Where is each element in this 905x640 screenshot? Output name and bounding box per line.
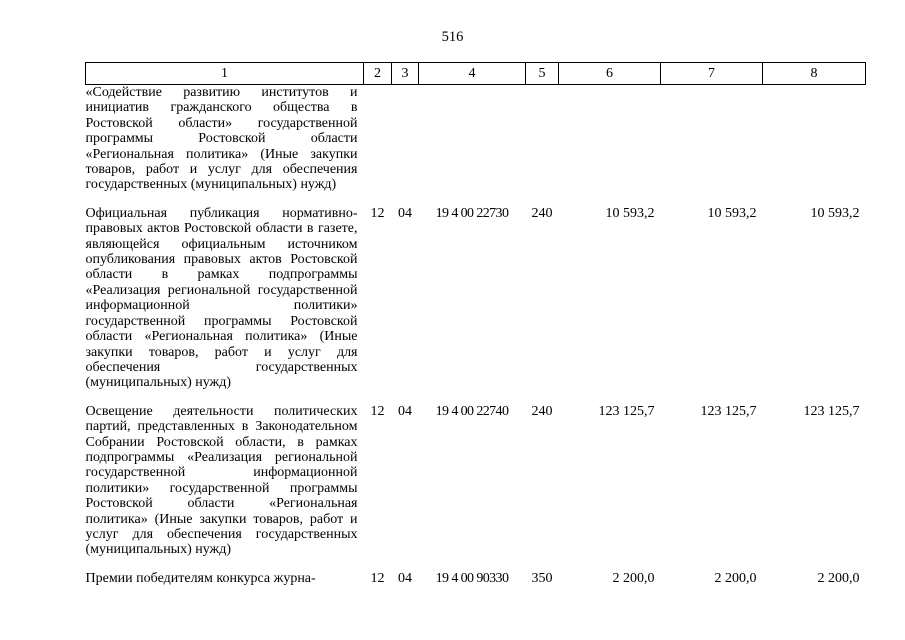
row-subsection: 04 — [398, 403, 412, 419]
column-header-3: 3 — [392, 63, 419, 85]
row-section: 12 — [370, 570, 385, 586]
row-expense-type — [526, 85, 559, 206]
row-subsection: 04 — [398, 570, 412, 586]
row-target-article: 19 4 00 22740 — [435, 403, 509, 419]
table-row — [86, 85, 866, 206]
row-sum-1: 2 200,0 — [612, 570, 655, 586]
row-section: 12 — [370, 403, 385, 419]
table-row — [86, 404, 866, 571]
row-sum-1: 10 593,2 — [605, 205, 655, 221]
row-target-article: 19 4 00 90330 — [435, 570, 509, 586]
row-sum-2 — [661, 85, 763, 206]
column-header-2: 2 — [364, 63, 392, 85]
page-number: 516 — [441, 29, 464, 45]
table-row — [86, 571, 866, 586]
row-section — [364, 85, 392, 206]
column-header-5: 5 — [526, 63, 559, 85]
table-row — [86, 206, 866, 404]
row-sum-3 — [763, 85, 866, 206]
column-header-4: 4 — [419, 63, 526, 85]
row-sum-3: 10 593,2 — [810, 205, 860, 221]
row-description: Премии победителям конкурса журна- — [85, 570, 316, 586]
column-header-6: 6 — [559, 63, 661, 85]
column-header-8: 8 — [763, 63, 866, 85]
row-sum-2: 2 200,0 — [714, 570, 757, 586]
row-target-article: 19 4 00 22730 — [435, 205, 509, 221]
row-description: «Содействие развитию институтов и инициатив гражданского общества в Ростовской области» государственной программы Ростовской области «Региональная политика» (Иные закупки товаров, работ и услуг для обеспечения государственных (муниципальных) нужд) — [85, 85, 358, 193]
row-expense-type: 240 — [531, 205, 553, 221]
row-sum-3: 123 125,7 — [803, 403, 860, 419]
row-subsection: 04 — [398, 205, 412, 221]
row-description: Освещение деятельности политических партий, представленных в Законодательном Собрании Ростовской области, в рамках подпрограммы «Реализация региональной государственной информационной политики» государственной программы Ростовской области «Региональная политика» (Иные закупки товаров, работ и услуг для обеспечения государственных (муниципальных) нужд) — [85, 403, 358, 558]
column-header-1: 1 — [86, 63, 364, 85]
row-sum-1: 123 125,7 — [598, 403, 655, 419]
row-sum-2: 123 125,7 — [700, 403, 757, 419]
row-sum-2: 10 593,2 — [707, 205, 757, 221]
row-expense-type: 350 — [531, 570, 553, 586]
column-header-7: 7 — [661, 63, 763, 85]
row-description: Официальная публикация нормативно-правовых актов Ростовской области в газете, являющейся официальным источником опубликования правовых актов Ростовской области в рамках подпрограммы «Реализация региональной государственной информационной политики» государственной программы Ростовской области «Региональная политика» (Иные закупки товаров, работ и услуг для обеспечения государственных (муниципальных) нужд) — [85, 205, 358, 391]
row-sum-1 — [559, 85, 661, 206]
row-target-article — [419, 85, 526, 206]
row-sum-3: 2 200,0 — [817, 570, 860, 586]
table-header-row — [86, 63, 866, 85]
row-expense-type: 240 — [531, 403, 553, 419]
row-section: 12 — [370, 205, 385, 221]
budget-table — [85, 62, 866, 586]
row-subsection — [392, 85, 419, 206]
